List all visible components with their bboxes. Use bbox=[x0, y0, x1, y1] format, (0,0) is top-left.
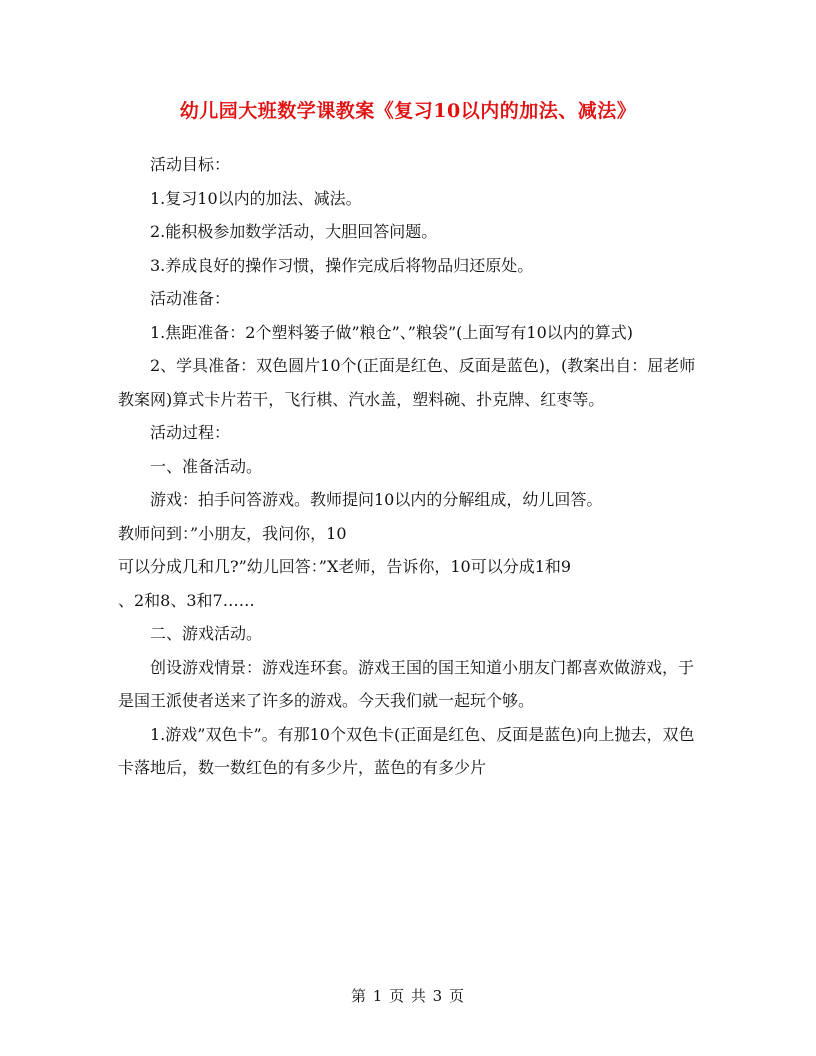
paragraph-goal-2: 2.能积极参加数学活动，大胆回答问题。 bbox=[150, 222, 438, 241]
page-footer: 第 1 页 共 3 页 bbox=[351, 987, 465, 1005]
paragraph-section-2-heading: 二、游戏活动。 bbox=[150, 624, 263, 643]
paragraph-prep-2: 2、学具准备：双色圆片10个(正面是红色、反面是蓝色)，(教案出自：屈老师教案网)算式卡片若干，飞行棋、汽水盖，塑料碗、扑克牌、红枣等。 bbox=[118, 356, 696, 409]
paragraph-prep-1: 1.焦距准备：2个塑料篓子做”粮仓”、”粮袋”(上面写有10以内的算式) bbox=[150, 322, 634, 342]
paragraph-game-scenario: 创设游戏情景：游戏连环套。游戏王国的国王知道小朋友门都喜欢做游戏，于是国王派使者送来了许多的游戏。今天我们就一起玩个够。 bbox=[118, 657, 695, 710]
paragraph-activity-goals-heading: 活动目标： bbox=[150, 155, 231, 174]
document-body bbox=[118, 148, 703, 785]
paragraph-goal-1: 1.复习10以内的加法、减法。 bbox=[150, 188, 362, 208]
document-title: 幼儿园大班数学课教案《复习10以内的加法、减法》 bbox=[179, 100, 637, 122]
paragraph-teacher-question: 教师问到：”小朋友，我问你，10 bbox=[118, 523, 347, 543]
paragraph-answer-continued: 、2和8、3和7…… bbox=[118, 590, 255, 610]
paragraph-activity-prep-heading: 活动准备： bbox=[150, 289, 231, 308]
paragraph-game-1: 1.游戏”双色卡”。有那10个双色卡(正面是红色、反面是蓝色)向上抛去，双色卡落地后，数一数红色的有多少片，蓝色的有多少片 bbox=[118, 724, 695, 777]
paragraph-game-intro: 游戏：拍手问答游戏。教师提问10以内的分解组成，幼儿回答。 bbox=[150, 490, 603, 509]
paragraph-goal-3: 3.养成良好的操作习惯，操作完成后将物品归还原处。 bbox=[150, 255, 534, 275]
paragraph-child-answer: 可以分成几和几?”幼儿回答：”X老师，告诉你，10可以分成1和9 bbox=[118, 557, 572, 576]
paragraph-section-1-heading: 一、准备活动。 bbox=[150, 456, 263, 476]
paragraph-activity-process-heading: 活动过程： bbox=[150, 423, 231, 442]
